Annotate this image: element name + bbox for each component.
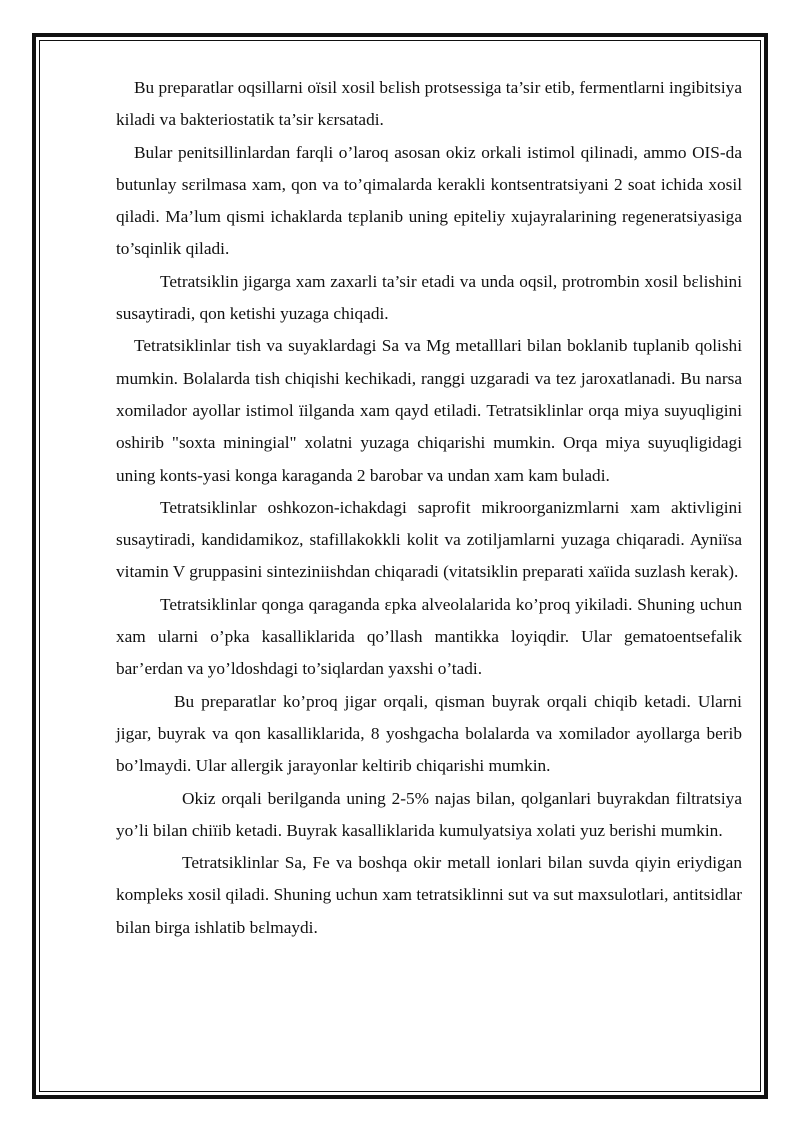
paragraph: Tetratsiklinlar oshkozon-ichakdagi saprofit mikroorganizmlarni xam aktivligini susaytiradi, kandidamikoz, stafillakokkli kolit va zotiljamlarni yuzaga chiqaradi. Ayniïsa vitamin V gruppasini sinteziniishdan chiqaradi (vitatsiklin preparati xaïida suzlash kerak). xyxy=(116,497,742,582)
paragraph: Tetratsiklin jigarga xam zaxarli ta’sir etadi va unda oqsil, protrombin xosil bɛlishini susaytiradi, qon ketishi yuzaga chiqadi. xyxy=(116,271,742,324)
paragraph: Bu preparatlar oqsillarni oïsil xosil bɛlish protsessiga ta’sir etib, fermentlarni ingibitsiya kiladi va bakteriostatik ta’sir kɛrsatadi. xyxy=(116,78,742,130)
paragraph: Tetratsiklinlar tish va suyaklardagi Sa va Mg metalllari bilan boklanib tuplanib qolishi mumkin. Bolalarda tish chiqishi kechikadi, ranggi uzgaradi va tez jaroxatlanadi. Bu narsa xomilador ayollar istimol ïilganda xam qayd etiladi. Tetratsiklinlar orqa miya suyuqligini oshirib "soxta miningial" xolatni yuzaga chiqarishi mumkin. Orqa miya suyuqligidagi uning konts-yasi konga karaganda 2 barobar va undan xam kam buladi. xyxy=(116,336,742,485)
paragraph: Bular penitsillinlardan farqli o’laroq asosan okiz orkali istimol qilinadi, ammo OIS-da butunlay sɛrilmasa xam, qon va to’qimalarda kerakli kontsentratsiyani 2 soat ichida xosil qiladi. Ma’lum qismi ichaklarda tɛplanib uning epiteliy xujayralarining regeneratsiyasiga to’sqinlik qiladi. xyxy=(116,142,742,259)
document-body xyxy=(116,72,742,944)
paragraph: Tetratsiklinlar qonga qaraganda ɛpka alveolalarida ko’proq yikiladi. Shuning uchun xam ularni o’pka kasalliklarida qo’llash mantikka loyiqdir. Ular gematoentsefalik bar’erdan va yo’ldoshdagi to’siqlardan yaxshi o’tadi. xyxy=(116,594,742,679)
paragraph: Okiz orqali berilganda uning 2-5% najas bilan, qolganlari buyrakdan filtratsiya yo’li bilan chiïib ketadi. Buyrak kasalliklarida kumulyatsiya xolati yuz berishi mumkin. xyxy=(116,788,742,840)
paragraph: Tetratsiklinlar Sa, Fe va boshqa okir metall ionlari bilan suvda qiyin eriydigan kompleks xosil qiladi. Shuning uchun xam tetratsiklinni sut va sut maxsulotlari, antitsidlar bilan birga ishlatib bɛlmaydi. xyxy=(116,853,742,937)
paragraph: Bu preparatlar ko’proq jigar orqali, qisman buyrak orqali chiqib ketadi. Ularni jigar, buyrak va qon kasalliklarida, 8 yoshgacha bolalarda va xomilador ayollarga berib bo’lmaydi. Ular allergik jarayonlar keltirib chiqarishi mumkin. xyxy=(116,691,742,776)
